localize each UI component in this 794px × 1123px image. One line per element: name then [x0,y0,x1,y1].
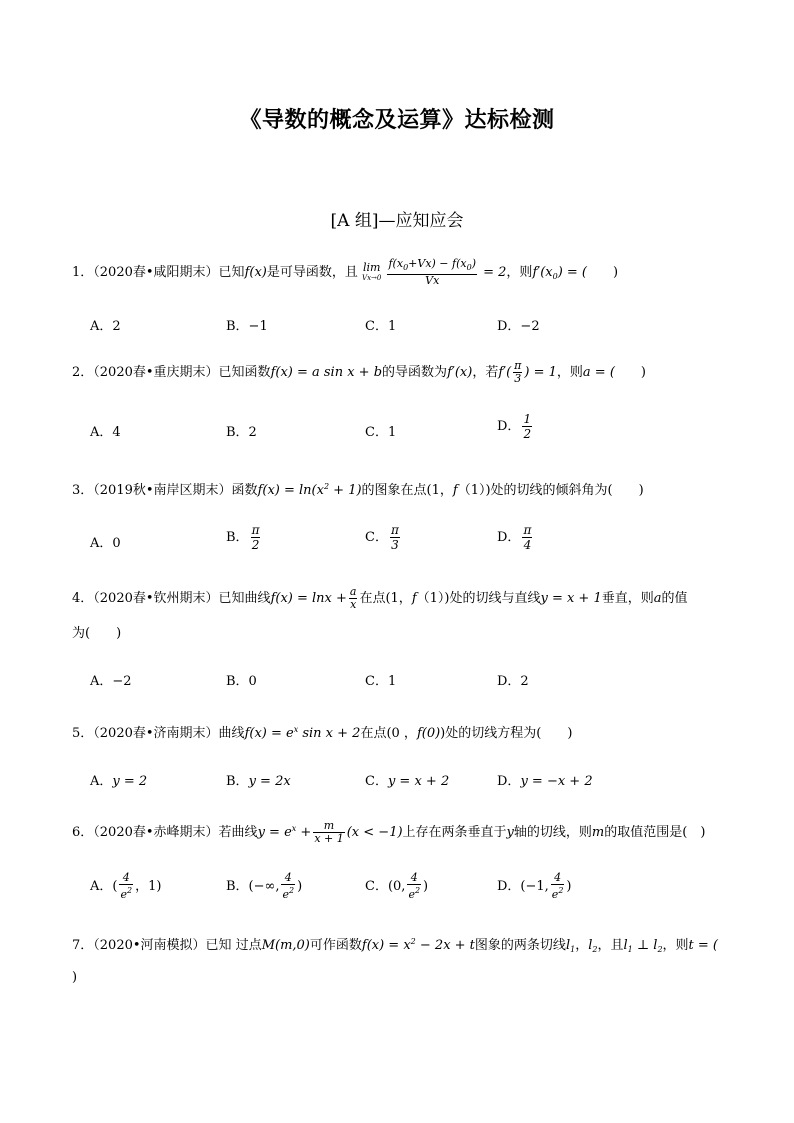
q4-option-a: A．−2 [90,674,132,689]
q4-option-d: D．2 [497,674,529,689]
q5-option-d: D．y = −x + 2 [497,774,593,789]
pi-over-3: $\frac{\pi}{3}$ [514,359,522,385]
question-6: 6．（2020春•赤峰期末）若曲线$y = e^x$ + $\frac{m}{x + 1}$ (x < −1)上存在两条垂直于y轴的切线，则m的取值范围是( ) [72,819,706,845]
q4-option-c: C．1 [365,674,397,689]
q6-option-b: B．(−∞, $\frac{4}{e^2}$ ) [226,871,303,901]
q5-option-b: B．y = 2x [226,774,291,789]
q1-option-b: B．−1 [226,319,268,334]
q4-option-b: B．0 [226,674,257,689]
q1-option-c: C．1 [365,319,397,334]
q3-option-b: B． $\frac{\pi}{2}$ [226,523,260,552]
q6-option-c: C．(0, $\frac{4}{e^2}$ ) [365,871,429,901]
limit-symbol: lim Vx→0 [362,260,382,282]
q2-option-a: A．4 [90,425,121,440]
q6-option-a: A．( $\frac{4}{e^2}$ ，1) [90,871,162,901]
document-title: 《导数的概念及运算》达标检测 [239,108,555,133]
q1-option-a: A．2 [90,319,121,334]
question-5: 5．（2020春•济南期末）曲线$f(x) = e^x$ sin x + 2在点(0 ，f(0))处的切线方程为( ) [72,725,573,741]
q5-option-c: C．y = x + 2 [365,774,450,789]
q6-option-d: D．(−1, $\frac{4}{e^2}$ ) [497,871,572,901]
question-1: 1．（2020春•咸阳期末）已知f(x)是可导函数，且 lim Vx→0 $\frac{f(x_0+Vx) - f(x_0)}{Vx}$ = 2，则$f'(x_0)$ = ( ) [72,257,619,287]
m-over-x-plus-1: $\frac{m}{x + 1}$ [314,819,344,845]
q1-option-d: D．−2 [497,319,540,334]
q2-option-c: C．1 [365,425,397,440]
section-heading: [A 组]—应知应会 [330,211,464,231]
question-4: 4．（2020春•钦州期末）已知曲线f(x) = lnx + $\frac{a}{x}$ 在点(1，f（1）)处的切线与直线y = x + 1垂直，则a的值 [72,585,688,611]
q5-option-a: A．y = 2 [90,774,148,789]
q2-option-b: B．2 [226,425,257,440]
q3-option-c: C． $\frac{\pi}{3}$ [365,523,399,552]
q2-option-d: D． $\frac{1}{2}$ [497,412,532,441]
question-7-continued: ) [72,970,78,985]
question-4-continued: 为( ) [72,626,122,641]
question-2: 2．（2020春•重庆期末）已知函数f(x) = a sin x + b的导函数为f′(x)，若f′( $\frac{\pi}{3}$ ) = 1，则a = ( ) [72,359,646,385]
question-3: 3．（2019秋•南岸区期末）函数$f(x) = \ln(x^2 + 1)$的图象在点(1，f（1）)处的切线的倾斜角为( ) [72,482,644,498]
a-over-x: $\frac{a}{x}$ [349,585,357,611]
difference-quotient: $\frac{f(x_0+Vx) - f(x_0)}{Vx}$ [388,257,476,287]
q3-option-a: A．0 [90,536,121,551]
q3-option-d: D． $\frac{\pi}{4}$ [497,523,532,552]
question-7: 7．（2020•河南模拟）已知 过点M(m,0)可作函数$f(x) = x^2 - 2x + t$图象的两条切线$l_1$，$l_2$，且$l_1$ ⊥ $l_2$，则t = ( [72,937,718,954]
